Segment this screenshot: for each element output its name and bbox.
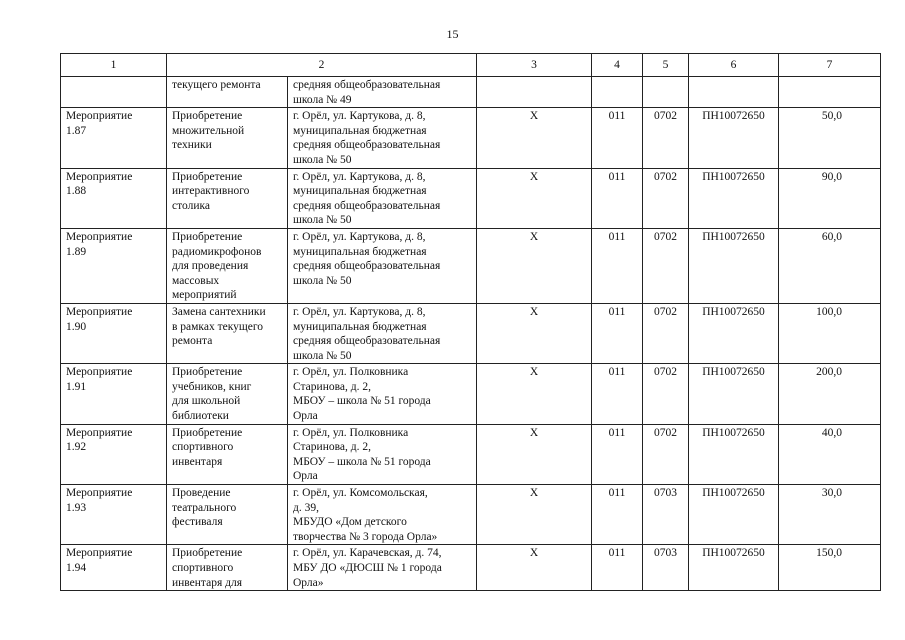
cell-col4: [592, 77, 643, 108]
column-header: 7: [779, 54, 881, 77]
table-row: [61, 168, 881, 228]
cell-location: средняя общеобразовательная школа № 49: [288, 77, 477, 108]
cell-col5: 0702: [643, 424, 689, 484]
cell-id: Мероприятие 1.90: [61, 303, 167, 363]
cell-col6: ПН10072650: [689, 303, 779, 363]
column-header: 3: [477, 54, 592, 77]
cell-amount: 200,0: [779, 364, 881, 424]
cell-col6: ПН10072650: [689, 424, 779, 484]
cell-col4: 011: [592, 364, 643, 424]
cell-name: Приобретение множительной техники: [167, 108, 288, 168]
cell-location: г. Орёл, ул. Полковника Старинова, д. 2, МБОУ – школа № 51 города Орла: [288, 364, 477, 424]
cell-location: г. Орёл, ул. Картукова, д. 8, муниципальная бюджетная средняя общеобразовательная школа № 50: [288, 228, 477, 303]
cell-id: [61, 77, 167, 108]
cell-col5: 0702: [643, 108, 689, 168]
cell-col6: ПН10072650: [689, 364, 779, 424]
cell-amount: 50,0: [779, 108, 881, 168]
cell-col3: Х: [477, 364, 592, 424]
budget-table: [60, 53, 881, 591]
cell-amount: 30,0: [779, 485, 881, 545]
cell-col4: 011: [592, 228, 643, 303]
cell-id: Мероприятие 1.91: [61, 364, 167, 424]
cell-location: г. Орёл, ул. Комсомольская, д. 39, МБУДО «Дом детского творчества № 3 города Орла»: [288, 485, 477, 545]
cell-col4: 011: [592, 108, 643, 168]
cell-amount: 150,0: [779, 545, 881, 591]
cell-location: г. Орёл, ул. Полковника Старинова, д. 2, МБОУ – школа № 51 города Орла: [288, 424, 477, 484]
cell-col6: ПН10072650: [689, 168, 779, 228]
cell-id: Мероприятие 1.89: [61, 228, 167, 303]
cell-name: Приобретение спортивного инвентаря: [167, 424, 288, 484]
cell-col5: 0703: [643, 545, 689, 591]
cell-col4: 011: [592, 545, 643, 591]
cell-col5: 0703: [643, 485, 689, 545]
cell-col5: [643, 77, 689, 108]
continuation-row: [61, 77, 881, 108]
column-header: 2: [167, 54, 477, 77]
cell-col5: 0702: [643, 228, 689, 303]
cell-id: Мероприятие 1.88: [61, 168, 167, 228]
cell-amount: 60,0: [779, 228, 881, 303]
table-row: [61, 108, 881, 168]
cell-col3: Х: [477, 168, 592, 228]
cell-col4: 011: [592, 424, 643, 484]
table-row: [61, 424, 881, 484]
cell-name: Приобретение интерактивного столика: [167, 168, 288, 228]
cell-col6: ПН10072650: [689, 228, 779, 303]
cell-col6: ПН10072650: [689, 545, 779, 591]
cell-col5: 0702: [643, 168, 689, 228]
cell-amount: 40,0: [779, 424, 881, 484]
cell-col3: Х: [477, 424, 592, 484]
cell-col3: Х: [477, 485, 592, 545]
cell-col3: [477, 77, 592, 108]
cell-col6: ПН10072650: [689, 108, 779, 168]
column-header: 5: [643, 54, 689, 77]
table-row: [61, 303, 881, 363]
table-row: [61, 364, 881, 424]
cell-col3: Х: [477, 228, 592, 303]
cell-name: Проведение театрального фестиваля: [167, 485, 288, 545]
cell-col3: Х: [477, 545, 592, 591]
cell-location: г. Орёл, ул. Картукова, д. 8, муниципальная бюджетная средняя общеобразовательная школа № 50: [288, 168, 477, 228]
column-header: 6: [689, 54, 779, 77]
cell-name: Замена сантехники в рамках текущего ремонта: [167, 303, 288, 363]
cell-col3: Х: [477, 303, 592, 363]
cell-location: г. Орёл, ул. Картукова, д. 8, муниципальная бюджетная средняя общеобразовательная школа № 50: [288, 108, 477, 168]
cell-id: Мероприятие 1.92: [61, 424, 167, 484]
cell-col4: 011: [592, 303, 643, 363]
cell-name: Приобретение учебников, книг для школьной библиотеки: [167, 364, 288, 424]
cell-id: Мероприятие 1.93: [61, 485, 167, 545]
cell-col4: 011: [592, 485, 643, 545]
cell-amount: [779, 77, 881, 108]
cell-location: г. Орёл, ул. Карачевская, д. 74, МБУ ДО «ДЮСШ № 1 города Орла»: [288, 545, 477, 591]
cell-location: г. Орёл, ул. Картукова, д. 8, муниципальная бюджетная средняя общеобразовательная школа № 50: [288, 303, 477, 363]
cell-col6: ПН10072650: [689, 485, 779, 545]
cell-col6: [689, 77, 779, 108]
cell-col4: 011: [592, 168, 643, 228]
table-row: [61, 545, 881, 591]
table-row: [61, 485, 881, 545]
cell-name: Приобретение радиомикрофонов для проведения массовых мероприятий: [167, 228, 288, 303]
cell-col5: 0702: [643, 364, 689, 424]
page-number: 15: [446, 27, 459, 41]
cell-name: Приобретение спортивного инвентаря для: [167, 545, 288, 591]
cell-id: Мероприятие 1.94: [61, 545, 167, 591]
header-row: [61, 54, 881, 77]
table-row: [61, 228, 881, 303]
column-header: 4: [592, 54, 643, 77]
column-header: 1: [61, 54, 167, 77]
cell-amount: 90,0: [779, 168, 881, 228]
cell-col3: Х: [477, 108, 592, 168]
cell-id: Мероприятие 1.87: [61, 108, 167, 168]
cell-name: текущего ремонта: [167, 77, 288, 108]
cell-col5: 0702: [643, 303, 689, 363]
cell-amount: 100,0: [779, 303, 881, 363]
